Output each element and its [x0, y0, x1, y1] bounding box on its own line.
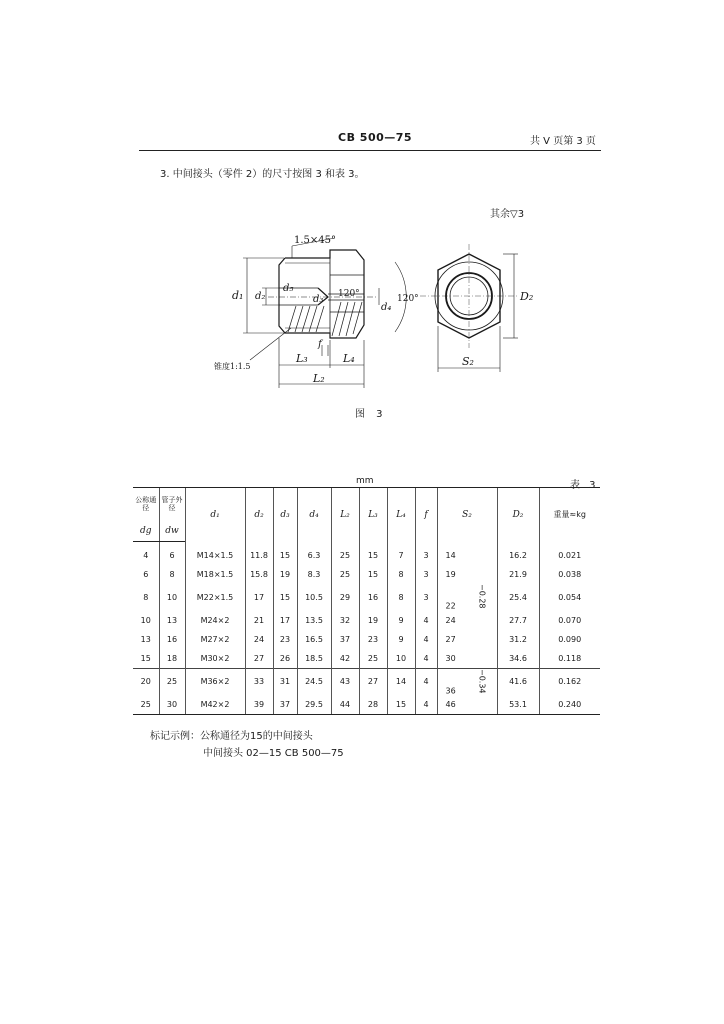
cell-d1: M36×2 — [185, 668, 245, 695]
cell-f: 3 — [415, 565, 437, 584]
cell-f: 4 — [415, 668, 437, 695]
cell-d2: 39 — [245, 695, 273, 715]
cell-D2: 25.4 — [497, 584, 539, 611]
cell-L4: 7 — [387, 542, 415, 566]
cell-weight: 0.090 — [539, 630, 600, 649]
col-d2: d₂ — [245, 488, 273, 542]
table-row — [133, 542, 600, 566]
col-L4: L₄ — [387, 488, 415, 542]
cell-f: 4 — [415, 649, 437, 669]
col-weight: 重量≈kg — [539, 488, 600, 542]
outer-angle-label: 120° — [397, 294, 419, 304]
f-label: f — [318, 339, 322, 350]
cell-dg: 13 — [140, 634, 151, 644]
col-D2: D₂ — [497, 488, 539, 542]
cell-d2: 33 — [245, 668, 273, 695]
table-row — [133, 565, 600, 584]
header-pipe-od: 管子外径 — [159, 488, 185, 521]
cell-L3: 27 — [359, 668, 387, 695]
dimension-lines — [243, 238, 406, 388]
cell-L4: 8 — [387, 584, 415, 611]
d3-label: d₃ — [313, 294, 324, 305]
col-L3: L₃ — [359, 488, 387, 542]
cell-d4: 24.5 — [297, 668, 331, 695]
cell-S2: 27 — [437, 630, 497, 649]
standard-number: CB 500—75 — [338, 131, 413, 144]
cell-L3: 23 — [359, 630, 387, 649]
cell-D2: 27.7 — [497, 611, 539, 630]
section-hatching — [288, 302, 362, 336]
cell-L4: 10 — [387, 649, 415, 669]
cell-D2: 21.9 — [497, 565, 539, 584]
col-f: f — [415, 488, 437, 542]
cell-S2: 30 — [437, 649, 497, 669]
col-L2: L₂ — [331, 488, 359, 542]
col-d4: d₄ — [297, 488, 331, 542]
cell-dw: 16 — [159, 630, 185, 649]
cell-L4: 9 — [387, 611, 415, 630]
cell-D2: 41.6 — [497, 668, 539, 695]
cell-L3: 19 — [359, 611, 387, 630]
cell-dg: 15 — [140, 653, 151, 663]
cell-dg: 25 — [133, 695, 159, 715]
cell-L3: 16 — [359, 584, 387, 611]
cell-d2: 24 — [245, 630, 273, 649]
cell-S2: 19 — [437, 565, 497, 584]
page-info: 共 V 页第 3 页 — [530, 136, 596, 147]
table-row — [133, 584, 600, 611]
cell-dg: 8 — [143, 592, 149, 602]
cell-d2: 17 — [245, 584, 273, 611]
cell-weight: 0.021 — [539, 542, 600, 566]
cell-dg: 4 — [143, 551, 149, 560]
cell-d1: M42×2 — [185, 695, 245, 715]
marking-example-value: 中间接头 02—15 CB 500—75 — [203, 748, 344, 759]
cell-S2: 14 — [437, 542, 497, 566]
cell-D2: 31.2 — [497, 630, 539, 649]
cell-dw: 8 — [159, 565, 185, 584]
cell-d1: M14×1.5 — [185, 542, 245, 566]
cell-dw: 13 — [159, 611, 185, 630]
col-d3: d₃ — [273, 488, 297, 542]
cell-weight: 0.038 — [539, 565, 600, 584]
L2-label: L₂ — [313, 372, 325, 385]
cell-L2: 29 — [331, 584, 359, 611]
L4-label: L₄ — [343, 352, 355, 365]
cell-L3: 28 — [359, 695, 387, 715]
cell-d2: 11.8 — [245, 542, 273, 566]
cell-d1: M18×1.5 — [185, 565, 245, 584]
cell-L2: 42 — [331, 649, 359, 669]
taper-label: 锥度1:1.5 — [214, 362, 251, 371]
table-caption: 表 3 — [570, 480, 599, 491]
cell-f: 4 — [415, 611, 437, 630]
cell-dg: 6 — [143, 570, 149, 579]
table-row — [133, 630, 600, 649]
cell-d1: M24×2 — [185, 611, 245, 630]
cell-S2: 36 −0.34 — [437, 668, 497, 695]
inner-angle-label: 120° — [338, 289, 360, 299]
figure-caption: 图 3 — [355, 409, 387, 420]
cell-d3: 15 — [273, 584, 297, 611]
S2-label: S₂ — [462, 355, 474, 368]
cell-dg: 10 — [140, 615, 151, 625]
cell-L3: 15 — [359, 565, 387, 584]
dimension-table — [133, 487, 600, 715]
header-nominal-bore: 公称通径 — [133, 488, 159, 521]
cell-L4: 15 — [387, 695, 415, 715]
cell-d3: 23 — [273, 630, 297, 649]
cell-weight: 0.070 — [539, 611, 600, 630]
d5-label: d₅ — [283, 283, 294, 294]
cell-L2: 25 — [331, 565, 359, 584]
cell-D2: 53.1 — [497, 695, 539, 715]
cell-L2: 32 — [331, 611, 359, 630]
cell-d1: M22×1.5 — [185, 584, 245, 611]
cell-d2: 21 — [245, 611, 273, 630]
cell-f: 3 — [415, 584, 437, 611]
col-dw: dw — [159, 520, 185, 542]
cell-d3: 15 — [273, 542, 297, 566]
marking-example-label: 标记示例：公称通径为15的中间接头 — [150, 731, 313, 742]
cell-L2: 43 — [331, 668, 359, 695]
table-row — [133, 695, 600, 715]
cell-d4: 6.3 — [297, 542, 331, 566]
cell-d1: M27×2 — [185, 630, 245, 649]
cell-weight: 0.054 — [539, 584, 600, 611]
table-row — [133, 649, 600, 669]
cell-L4: 8 — [387, 565, 415, 584]
cell-weight: 0.162 — [539, 668, 600, 695]
s2-tolerance: −0.34 — [477, 668, 487, 694]
cell-d3: 19 — [273, 565, 297, 584]
table-row — [133, 611, 600, 630]
cell-L2: 25 — [331, 542, 359, 566]
cell-D2: 16.2 — [497, 542, 539, 566]
cell-S2: 46 — [437, 695, 497, 715]
cell-L4: 9 — [387, 630, 415, 649]
chamfer-label: 1.5×45° — [294, 235, 337, 246]
cell-d4: 16.5 — [297, 630, 331, 649]
technical-drawing — [0, 0, 724, 430]
cell-L3: 15 — [359, 542, 387, 566]
cell-L2: 37 — [331, 630, 359, 649]
cell-d3: 26 — [273, 649, 297, 669]
cell-d3: 17 — [273, 611, 297, 630]
cell-f: 4 — [415, 630, 437, 649]
cell-d4: 8.3 — [297, 565, 331, 584]
cell-dw: 30 — [159, 695, 185, 715]
cell-dw: 10 — [159, 584, 185, 611]
cell-weight: 0.240 — [539, 695, 600, 715]
cell-d4: 13.5 — [297, 611, 331, 630]
col-d1: d₁ — [185, 488, 245, 542]
cell-d1: M30×2 — [185, 649, 245, 669]
roughness-note: 其余▽3 — [490, 209, 525, 220]
cell-d3: 37 — [273, 695, 297, 715]
table-units: mm — [356, 476, 374, 486]
cell-L3: 25 — [359, 649, 387, 669]
cell-L4: 14 — [387, 668, 415, 695]
table-row — [133, 668, 600, 695]
cell-d3: 31 — [273, 668, 297, 695]
d1-label: d₁ — [232, 289, 244, 302]
s2-tolerance: −0.28 — [477, 584, 487, 609]
cell-dw: 18 — [159, 649, 185, 669]
L3-label: L₃ — [296, 352, 308, 365]
d4-label: d₄ — [381, 302, 392, 313]
cell-d2: 27 — [245, 649, 273, 669]
cell-dw: 6 — [159, 542, 185, 566]
table-body — [133, 542, 600, 715]
col-S2: S₂ — [437, 488, 497, 542]
cell-D2: 34.6 — [497, 649, 539, 669]
cell-f: 4 — [415, 695, 437, 715]
cell-f: 3 — [415, 542, 437, 566]
cell-S2: 24 — [437, 611, 497, 630]
col-dg: dg — [133, 520, 159, 542]
d2-label: d₂ — [255, 291, 266, 302]
cell-d4: 10.5 — [297, 584, 331, 611]
intro-text: 3. 中间接头（零件 2）的尺寸按图 3 和表 3。 — [160, 169, 365, 180]
cell-d4: 18.5 — [297, 649, 331, 669]
cell-dw: 25 — [159, 668, 185, 695]
cell-d2: 15.8 — [245, 565, 273, 584]
cell-L2: 44 — [331, 695, 359, 715]
cell-S2: 22 −0.28 — [437, 584, 497, 611]
cell-dg: 20 — [133, 668, 159, 695]
cell-weight: 0.118 — [539, 649, 600, 669]
cell-d4: 29.5 — [297, 695, 331, 715]
end-view — [420, 244, 518, 372]
D2-label: D₂ — [520, 290, 534, 303]
